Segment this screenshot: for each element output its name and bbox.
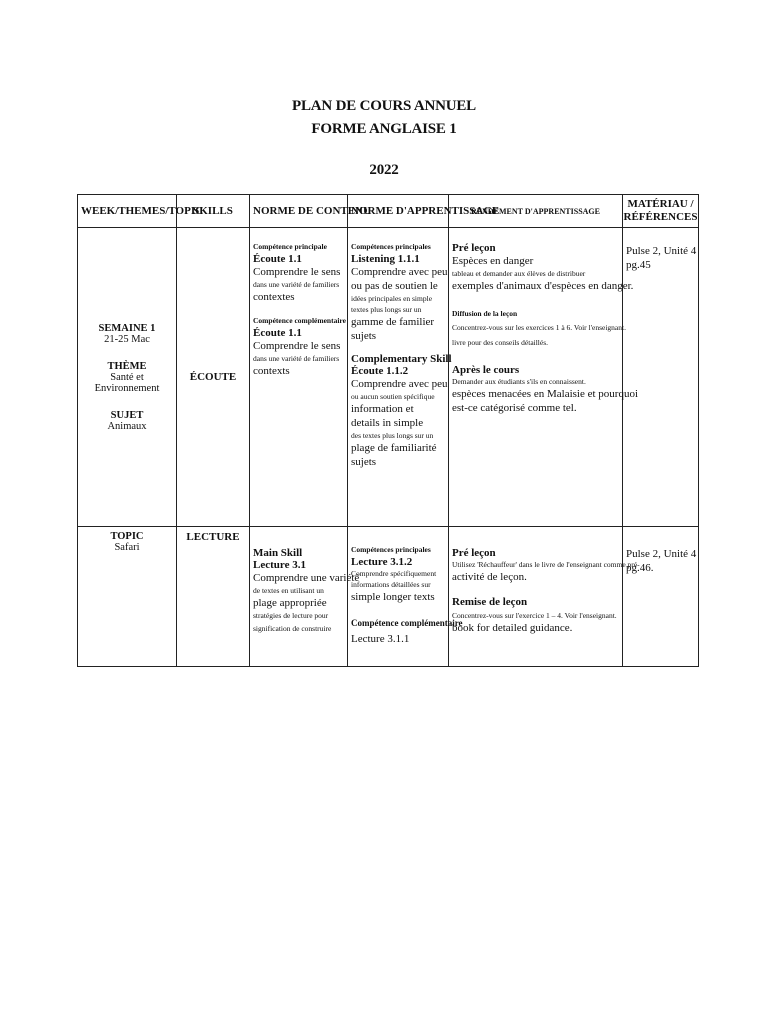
performance-text: activité de leçon. [452, 571, 527, 583]
learning-code: Lecture 3.1.2 [351, 556, 413, 568]
header-material-line2: RÉFÉRENCES [623, 211, 698, 223]
learning-text: sujets [351, 330, 377, 342]
header-skills: SKILLS [177, 195, 250, 228]
performance-text: livre pour des conseils détaillés. [452, 338, 549, 347]
content-text: de textes en utilisant un [253, 586, 324, 595]
learning-text: sujets [351, 456, 377, 468]
topic-label: TOPIC [110, 531, 144, 542]
week-label: SEMAINE 1 [98, 322, 156, 334]
theme-label: THÈME [107, 360, 147, 372]
content-text: dans une variété de familiers [253, 280, 340, 289]
learning-text: idées principales en simple [351, 294, 433, 303]
content-text: signification de construire [253, 624, 332, 633]
performance-text: tableau et demander aux élèves de distribuer [452, 269, 586, 278]
learning-text: Comprendre spécifiquement [351, 569, 437, 578]
week-dates: 21-25 Mac [104, 333, 150, 345]
content-text: contextes [253, 291, 295, 303]
content-comp-label: Compétence complémentaire [253, 316, 346, 325]
header-content: NORME DE CONTENU [250, 195, 348, 228]
content-text: stratégies de lecture pour [253, 611, 329, 620]
document-title-line2: FORME ANGLAISE 1 [311, 121, 457, 137]
material-cell [623, 527, 699, 667]
learning-text: details in simple [351, 417, 424, 429]
content-text: Comprendre le sens [253, 266, 341, 278]
lesson-delivery-label: Remise de leçon [452, 596, 528, 608]
learning-comp-label: Complementary Skill [351, 353, 452, 365]
theme-line1: Santé et [110, 371, 144, 383]
material-text: Pulse 2, Unité 4 [626, 245, 697, 257]
learning-cell [348, 228, 452, 527]
content-text: Comprendre le sens [253, 340, 341, 352]
subject-value: Animaux [107, 420, 147, 432]
material-cell [623, 228, 699, 527]
learning-code: Listening 1.1.1 [351, 253, 420, 265]
content-main-code: Écoute 1.1 [253, 253, 302, 265]
content-main-label: Compétence principale [253, 242, 327, 251]
lesson-plan-table [77, 194, 699, 667]
pre-lesson-label: Pré leçon [452, 242, 496, 254]
material-text: Pulse 2, Unité 4 [626, 548, 697, 560]
content-cell [250, 527, 360, 667]
learning-text: ou pas de soutien le [351, 280, 438, 292]
content-text: plage appropriée [253, 597, 327, 609]
header-material-line1: MATÉRIAU / [627, 198, 694, 210]
performance-text: Concentrez-vous sur l'exercice 1 – 4. Voir l'enseignant. [452, 611, 617, 620]
learning-text: gamme de familier [351, 316, 435, 328]
learning-cell [348, 527, 463, 667]
pre-lesson-label: Pré leçon [452, 547, 496, 559]
header-material [623, 195, 699, 228]
performance-text: Concentrez-vous sur les exercices 1 à 6. Voir l'enseignant. [452, 323, 626, 332]
content-text: dans une variété de familiers [253, 354, 340, 363]
document-year: 2022 [369, 162, 399, 178]
document-title-line1: PLAN DE COURS ANNUEL [292, 98, 476, 114]
learning-text: Comprendre avec peu [351, 266, 448, 278]
performance-text: exemples d'animaux d'espèces en danger. [452, 280, 634, 292]
skill-cell: LECTURE [177, 527, 250, 667]
learning-text: simple longer texts [351, 591, 435, 603]
learning-text: Comprendre avec peu [351, 378, 448, 390]
week-cell [78, 527, 177, 667]
material-text: pg.45 [626, 259, 651, 271]
header-learning: NORME D'APPRENTISSAGE [348, 195, 449, 228]
week-cell [78, 228, 177, 527]
delivery-label: Diffusion de la leçon [452, 309, 518, 318]
learning-main-label: Compétences principales [351, 242, 431, 251]
table-row [78, 527, 699, 667]
learning-text: informations détaillées sur [351, 580, 431, 589]
topic-value: Safari [114, 542, 140, 553]
performance-text: Utilisez 'Réchauffeur' dans le livre de l'enseignant comme pré- [452, 560, 640, 569]
learning-code: Écoute 1.1.2 [351, 365, 409, 377]
performance-text: espèces menacées en Malaisie et pourquoi [452, 388, 639, 400]
header-week: WEEK/THEMES/TOPIC [78, 195, 177, 228]
learning-comp-label: Compétence complémentaire [351, 618, 463, 628]
material-text: pg.46. [626, 562, 654, 574]
content-main-code: Lecture 3.1 [253, 559, 306, 571]
performance-text: est-ce catégorisé comme tel. [452, 402, 577, 414]
performance-text: Espèces en danger [452, 255, 534, 267]
subject-label: SUJET [110, 409, 144, 421]
learning-text: information et [351, 403, 414, 415]
content-main-label: Main Skill [253, 547, 303, 559]
performance-text: book for detailed guidance. [452, 622, 573, 634]
skill-cell: ÉCOUTE [177, 228, 250, 527]
learning-text: des textes plus longs sur un [351, 431, 434, 440]
performance-text: Demander aux étudiants s'ils en connaissent. [452, 377, 586, 386]
learning-text: textes plus longs sur un [351, 305, 422, 314]
content-comp-code: Écoute 1.1 [253, 327, 302, 339]
learning-code: Lecture 3.1.1 [351, 633, 410, 645]
content-cell [250, 228, 348, 527]
theme-line2: Environnement [94, 382, 160, 394]
learning-main-label: Compétences principales [351, 545, 431, 554]
learning-text: plage de familiarité [351, 442, 437, 454]
table-row [78, 228, 699, 527]
content-text: contexts [253, 365, 290, 377]
table-header-row [78, 195, 699, 228]
header-performance: RENDEMENT D'APPRENTISSAGE [449, 195, 623, 228]
after-lesson-label: Après le cours [452, 364, 520, 376]
content-text: Comprendre une variété [253, 572, 360, 584]
learning-text: ou aucun soutien spécifique [351, 392, 435, 401]
